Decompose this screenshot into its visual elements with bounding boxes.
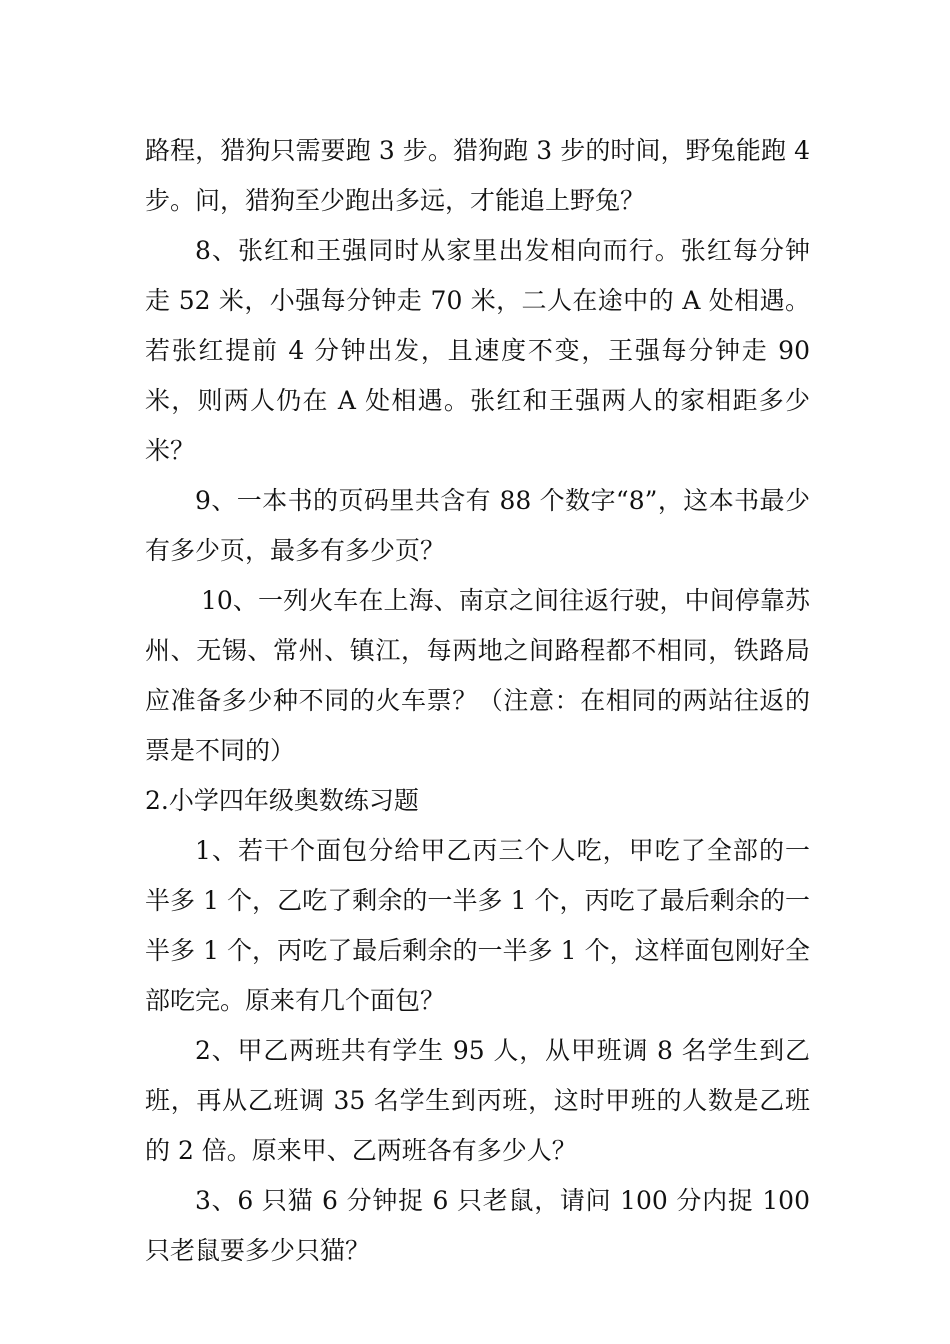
paragraph-question-9: 9、一本书的页码里共含有 88 个数字“8”，这本书最少有多少页，最多有多少页？ [145,486,810,565]
paragraph-question-8: 8、张红和王强同时从家里出发相向而行。张红每分钟走 52 米，小强每分钟走 70 米，二人在途中的 A 处相遇。若张红提前 4 分钟出发，且速度不变，王强每分钟走 90 米，则两人仍在 A 处相遇。张红和王强两人的家相距多少米？ [145,236,810,465]
paragraph-section2-question-3: 3、6 只猫 6 分钟捉 6 只老鼠，请问 100 分内捉 100 只老鼠要多少只猫？ [145,1186,810,1265]
document-body [145,126,810,1276]
paragraph-question-7-continued: 路程，猎狗只需要跑 3 步。猎狗跑 3 步的时间，野兔能跑 4 步。问，猎狗至少跑出多远，才能追上野兔？ [145,136,810,215]
section-heading: 2.小学四年级奥数练习题 [145,786,419,815]
paragraph-section2-question-2: 2、甲乙两班共有学生 95 人，从甲班调 8 名学生到乙班，再从乙班调 35 名学生到丙班，这时甲班的人数是乙班的 2 倍。原来甲、乙两班各有多少人？ [145,1036,810,1165]
paragraph-question-10: 10、一列火车在上海、南京之间往返行驶，中间停靠苏州、无锡、常州、镇江，每两地之间路程都不相同，铁路局应准备多少种不同的火车票？（注意：在相同的两站往返的票是不同的） [145,586,810,765]
paragraph-section2-question-1: 1、若干个面包分给甲乙丙三个人吃，甲吃了全部的一半多 1 个，乙吃了剩余的一半多 1 个，丙吃了最后剩余的一半多 1 个，丙吃了最后剩余的一半多 1 个，这样面包刚好全部吃完。原来有几个面包？ [145,836,810,1015]
